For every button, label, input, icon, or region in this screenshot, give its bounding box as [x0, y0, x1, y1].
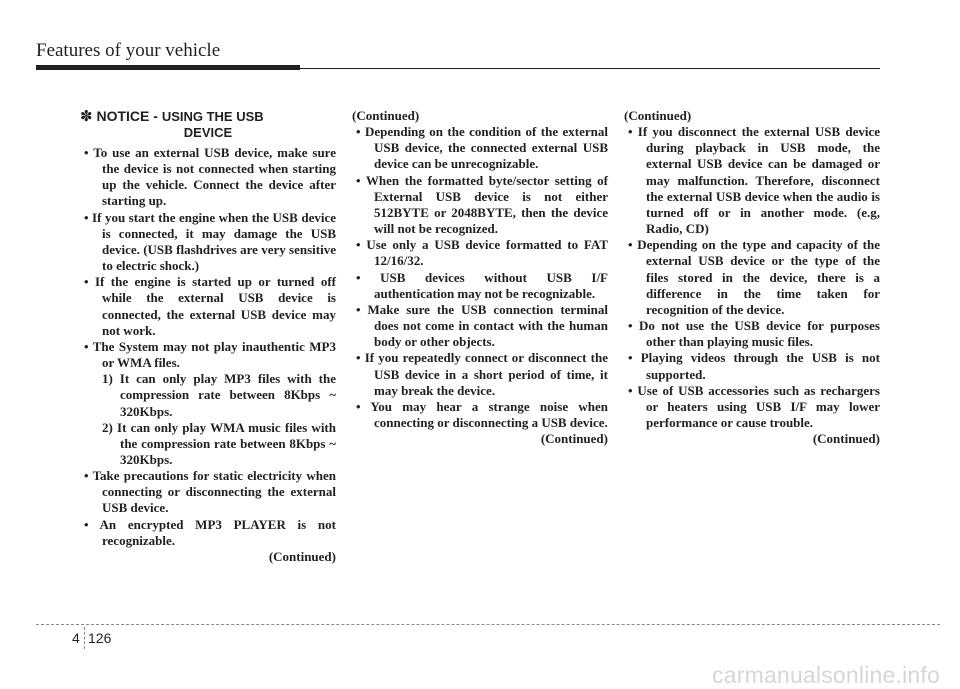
- footer-rule: [36, 624, 940, 625]
- list-item: • Do not use the USB device for purposes other than playing music files.: [628, 318, 880, 350]
- notice-heading: [80, 108, 336, 141]
- list-item: • Depending on the condition of the external USB device, the connected external USB device can be unrecognizable.: [356, 124, 608, 172]
- sub-list: [102, 371, 336, 468]
- list-item: • Make sure the USB connection terminal does not come in contact with the human body or other objects.: [356, 301, 608, 350]
- list-item: • Use of USB accessories such as rechargers or heaters using USB I/F may lower performance or cause trouble.: [628, 382, 880, 430]
- list-item: • Take precautions for static electricity when connecting or disconnecting the external USB device.: [84, 468, 336, 516]
- list-item: • If you start the engine when the USB device is connected, it may damage the USB device. (USB flashdrives are very sensitive to electric shock.): [84, 209, 336, 274]
- list-item: • If the engine is started up or turned off while the external USB device is connected, the external USB device may not work.: [84, 274, 336, 338]
- list-item: • Use only a USB device formatted to FAT 12/16/32.: [356, 237, 608, 269]
- column-2: [352, 108, 608, 447]
- continued-label: (Continued): [540, 431, 608, 447]
- bullet-list: [352, 124, 608, 431]
- chapter-number: 4: [72, 630, 80, 646]
- notice-title-line1: USING THE USB: [161, 109, 264, 124]
- notice-title-line2: DEVICE: [183, 125, 233, 140]
- notice-star-icon: ✽: [80, 108, 93, 125]
- bullet-list: [80, 145, 336, 549]
- continued-label: (Continued): [624, 108, 692, 123]
- list-item: • An encrypted MP3 PLAYER is not recognizable.: [84, 516, 336, 548]
- list-item-with-subitems: [80, 339, 336, 468]
- list-item: • To use an external USB device, make sure the device is not connected when starting up the vehicle. Connect the device after starting up.: [84, 145, 336, 209]
- list-item: • When the formatted byte/sector setting of External USB device is not either 512BYTE or 2048BYTE, then the device will not be recognized.: [356, 172, 608, 237]
- continued-label: (Continued): [812, 431, 880, 447]
- column-3: [624, 108, 880, 447]
- page-number: 126: [88, 630, 112, 646]
- list-item: • USB devices without USB I/F authentication may not be recognizable.: [356, 269, 608, 301]
- section-title: Features of your vehicle: [36, 40, 221, 61]
- list-item-text: • The System may not play inauthentic MP3 or WMA files.: [84, 338, 336, 371]
- notice-label: NOTICE -: [96, 108, 162, 124]
- column-1: [80, 108, 336, 565]
- list-item: • Depending on the type and capacity of the external USB device or the type of the files stored in the device, there is a difference in the time taken for recognition of the device.: [628, 237, 880, 317]
- bullet-list: [624, 124, 880, 431]
- continued-label: (Continued): [352, 108, 420, 123]
- watermark: carmanualsonline.info: [712, 662, 940, 688]
- footer-divider: [84, 627, 85, 649]
- sub-item: 2) It can only play WMA music files with the compression rate between 8Kbps ~ 320Kbps.: [102, 419, 336, 467]
- list-item: • Playing videos through the USB is not supported.: [628, 350, 880, 382]
- list-item: • If you repeatedly connect or disconnect the USB device in a short period of time, it may break the device.: [356, 350, 608, 398]
- continued-label: (Continued): [268, 548, 336, 564]
- sub-item: 1) It can only play MP3 files with the compression rate between 8Kbps ~ 320Kbps.: [102, 371, 336, 419]
- list-item: • If you disconnect the external USB device during playback in USB mode, the external USB device can be damaged or may malfunction. Therefore, disconnect the external USB device when the audio is turned off or in another mode. (e.g, Radio, CD): [628, 124, 880, 237]
- list-item: • You may hear a strange noise when connecting or disconnecting a USB device.: [356, 398, 608, 430]
- header-rule-thin: [36, 68, 880, 69]
